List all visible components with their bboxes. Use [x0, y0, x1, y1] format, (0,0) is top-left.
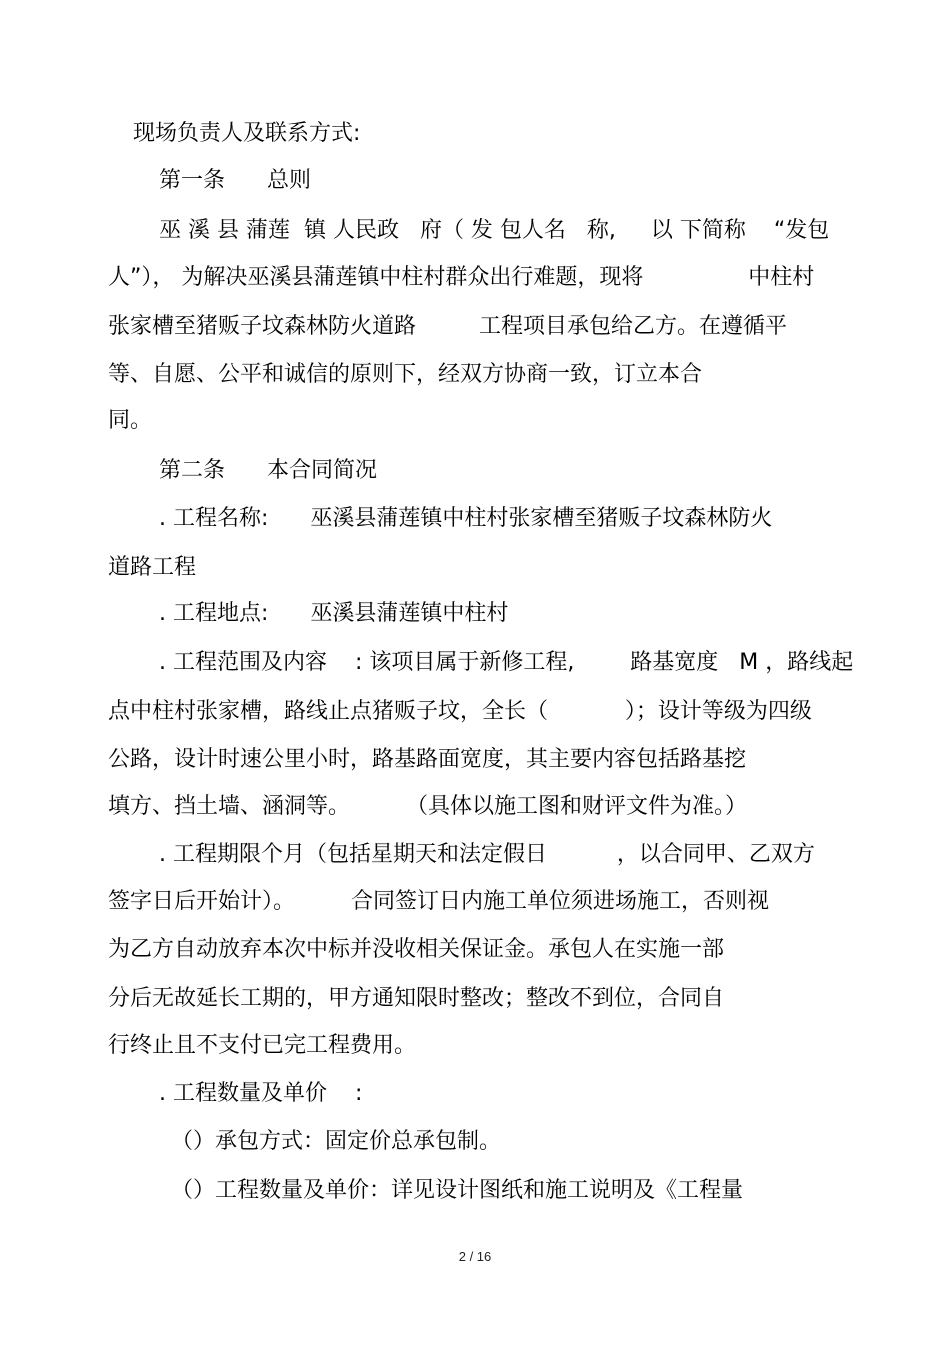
paragraph-line: 公路，设计时速公里小时，路基路面宽度，其主要内容包括路基挖 [108, 747, 747, 772]
article-2-heading: 第二条 本合同简况 [159, 458, 377, 483]
quantity-price-heading: . 工程数量及单价 : [159, 1081, 363, 1106]
contact-line: 现场负责人及联系方式: [133, 121, 361, 146]
paragraph-line: 巫 溪 县 蒲莲 镇 人民政 府（ 发 包人名 称, 以 下简称 “发包 [159, 218, 830, 243]
project-scope-line: . 工程范围及内容 : 该项目属于新修工程, 路基宽度 M ，路线起 [159, 650, 854, 675]
article-1-heading: 第一条 总则 [159, 168, 311, 193]
paragraph-line: 点中柱村张家槽，路线止点猪贩子坟，全长（ ）；设计等级为四级 [108, 699, 812, 724]
page-number: 2 / 16 [458, 1249, 492, 1264]
quantity-detail-line: （）工程数量及单价：详见设计图纸和施工说明及《工程量 [171, 1178, 744, 1203]
paragraph-line: 为乙方自动放弃本次中标并没收相关保证金。承包人在实施一部 [108, 937, 725, 962]
contract-method-line: （）承包方式：固定价总承包制。 [171, 1129, 502, 1154]
paragraph-line: 人”）， 为解决巫溪县蒲莲镇中柱村群众出行难题，现将 中柱村 [108, 265, 815, 290]
paragraph-line: 行终止且不支付已完工程费用。 [108, 1033, 417, 1058]
paragraph-line: 分后无故延长工期的，甲方通知限时整改；整改不到位，合同自 [108, 986, 725, 1011]
paragraph-line: 同。 [108, 408, 153, 433]
paragraph-line: 道路工程 [108, 555, 197, 580]
paragraph-line: 签字日后开始计）。 合同签订日内施工单位须进场施工，否则视 [108, 889, 769, 914]
paragraph-line: 填方、挡土墙、涵洞等。 （具体以施工图和财评文件为准。） [108, 794, 747, 819]
paragraph-line: 等、自愿、公平和诚信的原则下，经双方协商一致，订立本合 [108, 362, 703, 387]
project-duration-line: . 工程期限个月（包括星期天和法定假日 ，以合同甲、乙双方 [159, 842, 815, 867]
project-name-line: . 工程名称: 巫溪县蒲莲镇中柱村张家槽至猪贩子坟森林防火 [159, 506, 773, 531]
project-location-line: . 工程地点: 巫溪县蒲莲镇中柱村 [159, 601, 509, 626]
paragraph-line: 张家槽至猪贩子坟森林防火道路 工程项目承包给乙方。在遵循平 [108, 314, 787, 339]
